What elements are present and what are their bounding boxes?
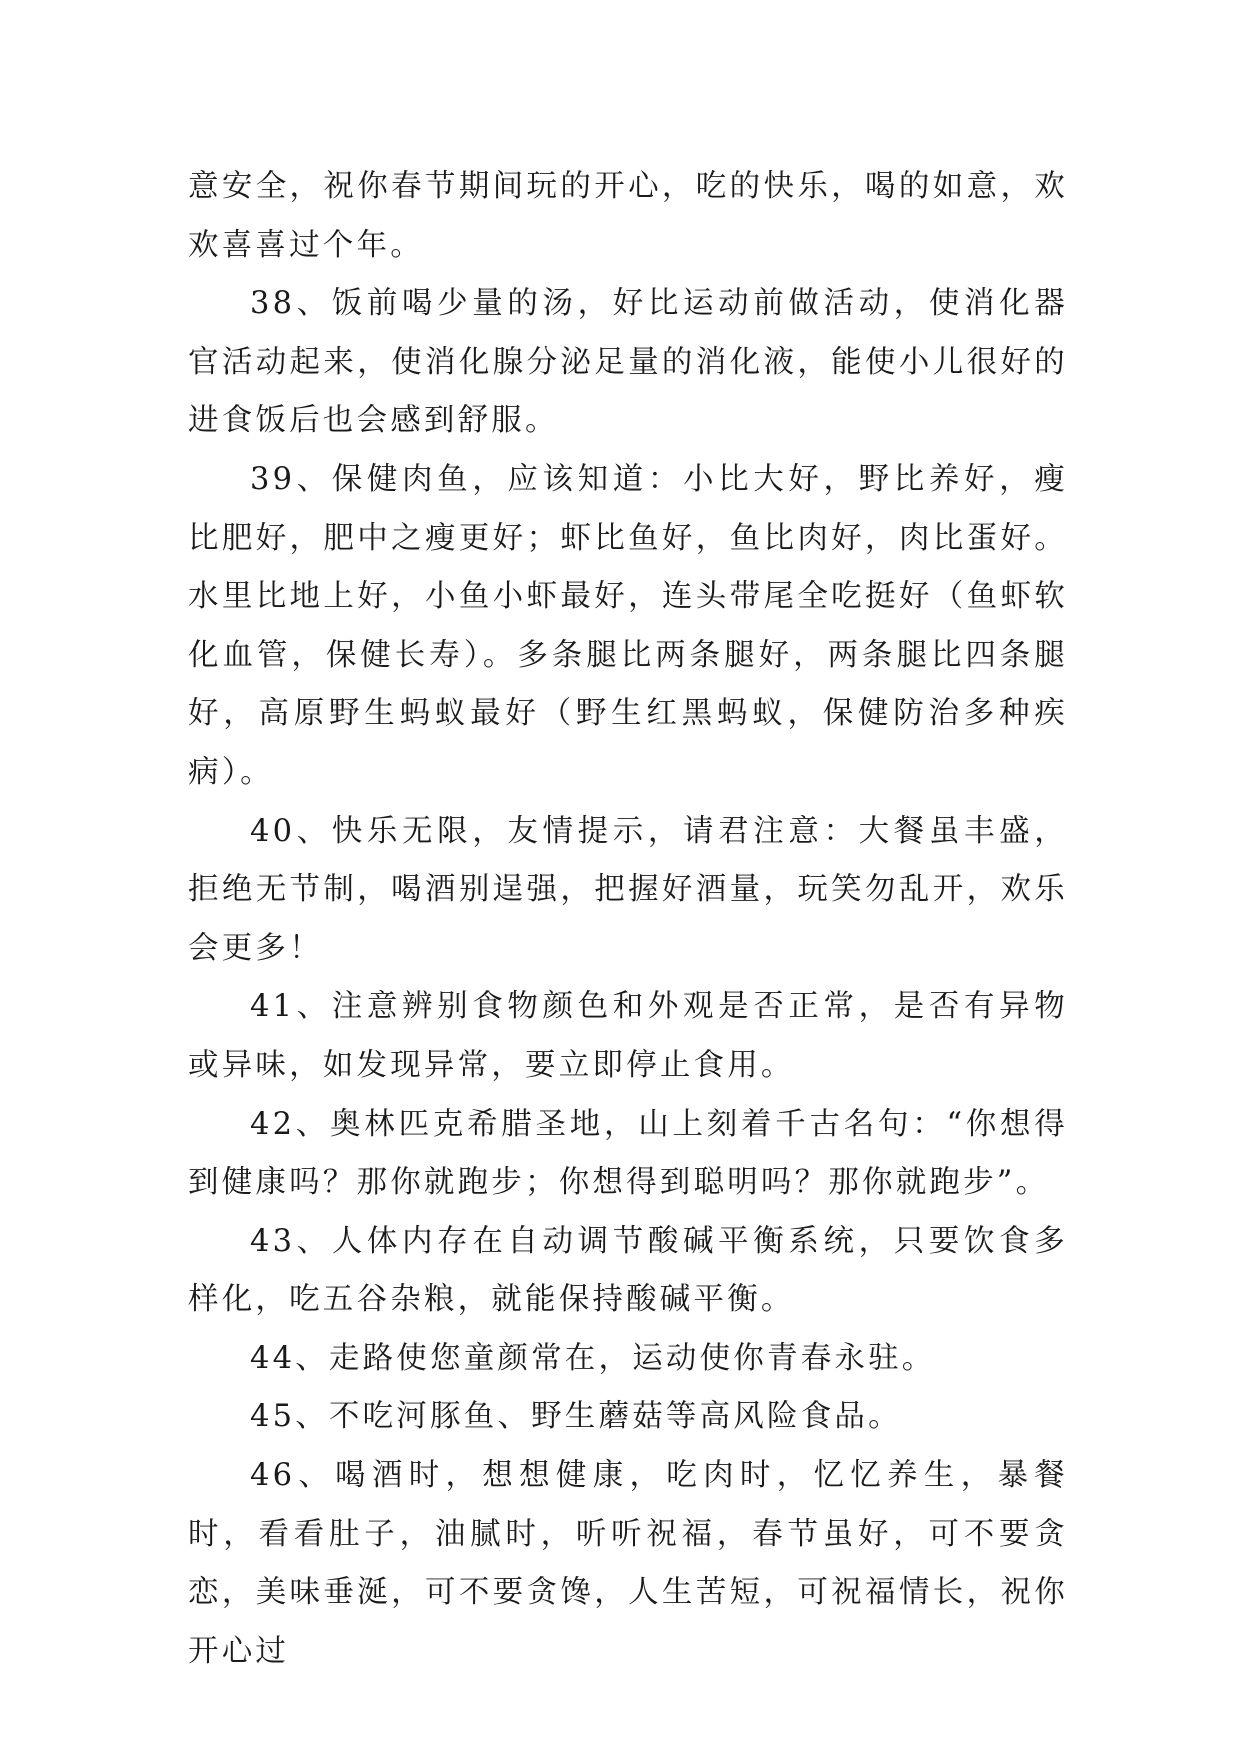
paragraph-41: 41、注意辨别食物颜色和外观是否正常，是否有异物或异味，如发现异常，要立即停止食用。 (188, 989, 1068, 1083)
paragraph-43: 43、人体内存在自动调节酸碱平衡系统，只要饮食多样化，吃五谷杂粮，就能保持酸碱平衡。 (188, 1223, 1068, 1318)
paragraph-39: 39、保健肉鱼，应该知道：小比大好，野比养好，瘦比肥好，肥中之瘦更好；虾比鱼好，鱼比肉好，肉比蛋好。水里比地上好，小鱼小虾最好，连头带尾全吃挺好（鱼虾软化血管，保健长寿）。多条腿比两条腿好，两条腿比四条腿好，高原野生蚂蚁最好（野生红黑蚂蚁，保健防治多种疾病）。 (188, 461, 1068, 790)
paragraph-42: 42、奥林匹克希腊圣地，山上刻着千古名句：“你想得到健康吗？那你就跑步；你想得到聪明吗？那你就跑步”。 (188, 1106, 1068, 1201)
paragraph-44: 44、走路使您童颜常在，运动使你青春永驻。 (250, 1340, 936, 1376)
paragraph-40: 40、快乐无限，友情提示，请君注意：大餐虽丰盛，拒绝无节制，喝酒别逞强，把握好酒量，玩笑勿乱开，欢乐会更多！ (188, 813, 1068, 966)
paragraph-45: 45、不吃河豚鱼、野生蘑菇等高风险食品。 (250, 1399, 902, 1435)
paragraph-38: 38、饭前喝少量的汤，好比运动前做活动，使消化器官活动起来，使消化腺分泌足量的消化液，能使小儿很好的进食饭后也会感到舒服。 (188, 286, 1068, 439)
paragraph-46: 46、喝酒时，想想健康，吃肉时，忆忆养生，暴餐时，看看肚子，油腻时，听听祝福，春节虽好，可不要贪恋，美味垂涎，可不要贪馋，人生苦短，可祝福情长，祝你开心过 (188, 1458, 1068, 1669)
paragraph-continuation: 意安全，祝你春节期间玩的开心，吃的快乐，喝的如意，欢欢喜喜过个年。 (188, 169, 1068, 263)
document-body (188, 158, 1068, 1681)
